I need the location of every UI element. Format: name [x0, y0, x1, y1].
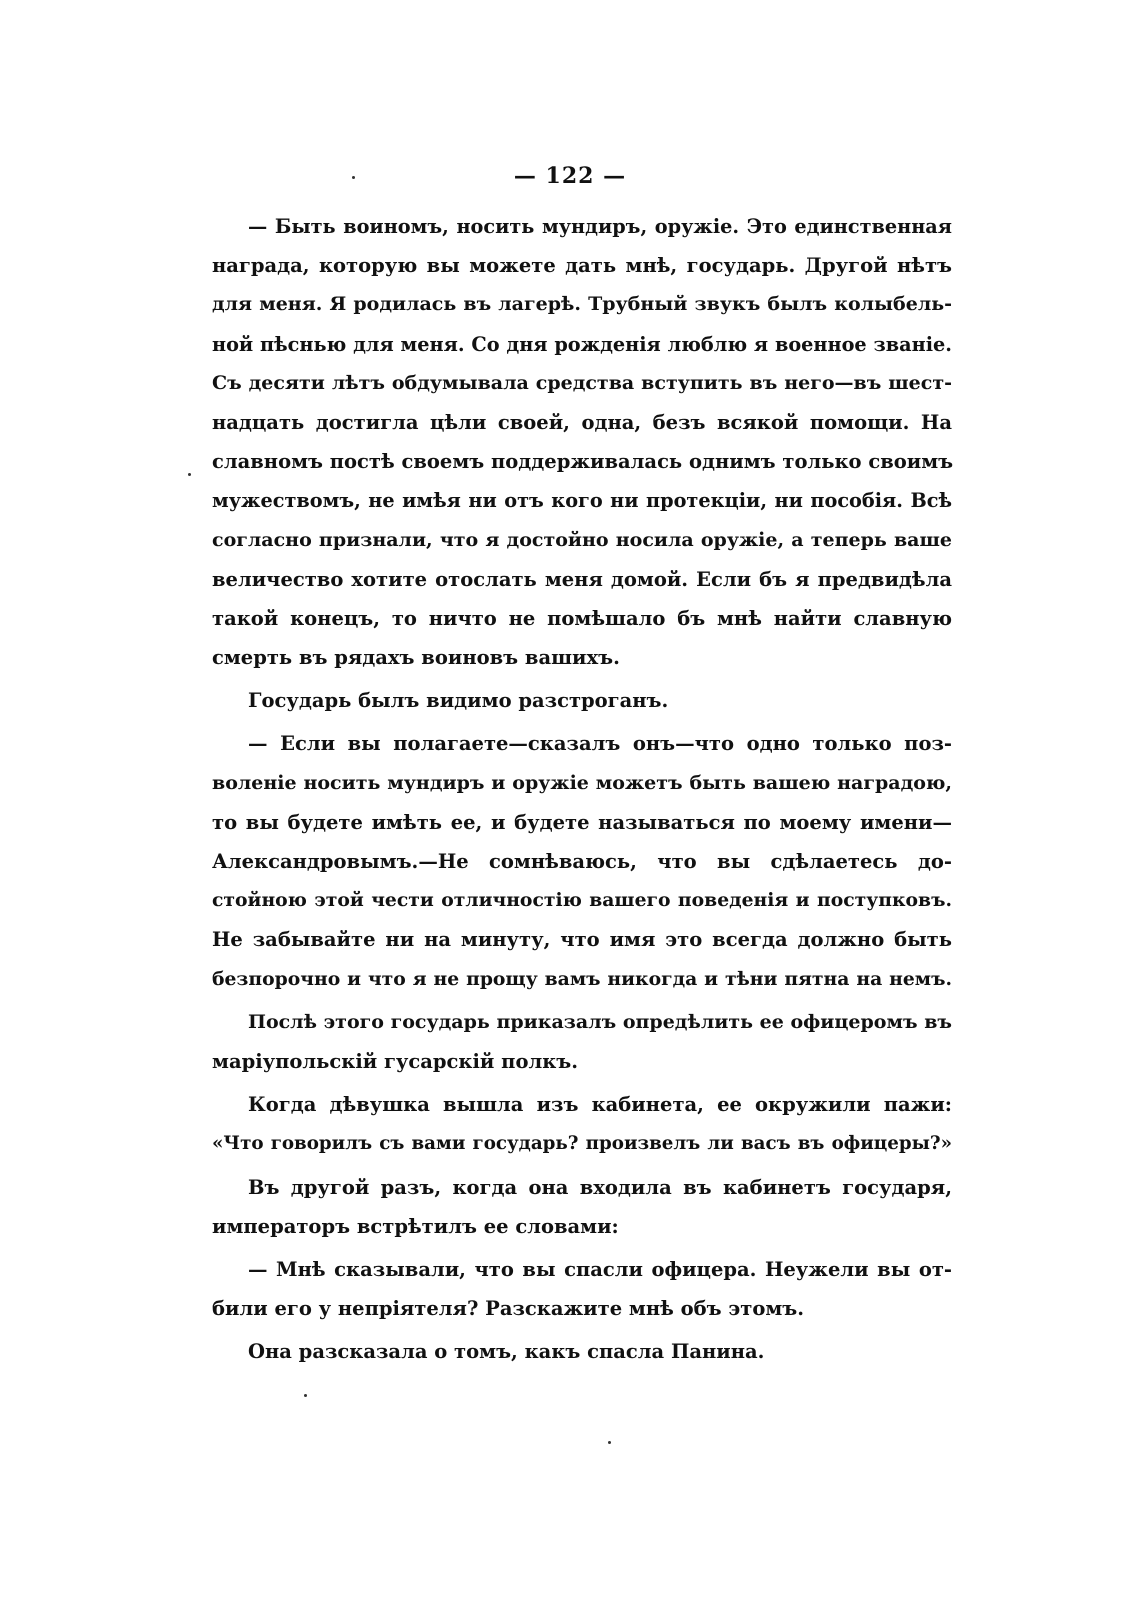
text-line: надцать достигла цѣли своей, одна, безъ всякой помощи. На [212, 410, 952, 434]
paragraph [212, 681, 952, 720]
text-line: «Что говорилъ съ вами государь? произвелъ ли васъ въ офицеры?» [212, 1133, 952, 1155]
text-line: славномъ постѣ своемъ поддерживалась однимъ только своимъ [212, 450, 954, 474]
text-line: — Если вы полагаете—сказалъ онъ—что одно только поз- [248, 732, 952, 756]
paragraph [212, 1168, 952, 1246]
text-line: императоръ встрѣтилъ ее словами: [212, 1214, 619, 1238]
scan-speck [188, 473, 191, 476]
text-line: величество хотите отослать меня домой. Если бъ я предвидѣла [212, 567, 952, 591]
paragraph [212, 207, 952, 677]
text-line: Когда дѣвушка вышла изъ кабинета, ее окружили пажи: [248, 1093, 952, 1117]
paragraph [212, 1085, 952, 1163]
text-line: — Мнѣ сказывали, что вы спасли офицера. Неужели вы от- [248, 1257, 952, 1281]
text-line: — Быть воиномъ, носить мундиръ, оружiе. Это единственная [248, 215, 952, 238]
text-line: Въ другой разъ, когда она входила въ кабинетъ государя, [248, 1175, 952, 1199]
paragraph [212, 1250, 952, 1328]
paragraph [212, 724, 952, 998]
page-number: — 122 — [513, 163, 627, 189]
text-line: Съ десяти лѣтъ обдумывала средства вступить въ него—въ шест- [212, 371, 952, 394]
text-line: безпорочно и что я не прощу вамъ никогда и тѣни пятна на немъ. [212, 967, 952, 990]
text-line: били его у непрiятеля? Разскажите мнѣ объ этомъ. [212, 1297, 805, 1321]
text-line: Она разсказала о томъ, какъ спасла Панина. [248, 1340, 765, 1364]
text-line: согласно признали, что я достойно носила оружiе, а теперь ваше [212, 528, 952, 551]
text-line: Не забывайте ни на минуту, что имя это всегда должно быть [212, 928, 952, 952]
text-line: Государь былъ видимо разстроганъ. [248, 689, 669, 713]
text-line: Послѣ этого государь приказалъ опредѣлить ее офицеромъ въ [248, 1010, 952, 1033]
scan-speck [352, 176, 355, 179]
text-line: ной пѣснью для меня. Со дня рожденiя люблю я военное званiе. [212, 332, 952, 356]
text-line: награда, которую вы можете дать мнѣ, государь. Другой нѣтъ [212, 254, 952, 278]
text-line: стойною этой чести отличностiю вашего поведенiя и поступковъ. [212, 889, 952, 912]
text-line: воленiе носить мундиръ и оружiе можетъ быть вашею наградою, [212, 771, 952, 794]
scan-speck [608, 1441, 611, 1444]
text-line: смерть въ рядахъ воиновъ вашихъ. [212, 646, 620, 670]
text-line: марiупольскiй гусарскiй полкъ. [212, 1049, 579, 1073]
paragraph [212, 1332, 952, 1371]
text-line: мужествомъ, не имѣя ни отъ кого ни протекцiи, ни пособiя. Всѣ [212, 489, 952, 513]
text-line: то вы будете имѣть ее, и будете называться по моему имени— [212, 810, 952, 834]
page-body-text [212, 207, 952, 1375]
paragraph [212, 1003, 952, 1081]
text-line: такой конецъ, то ничто не помѣшало бъ мнѣ найти славную [212, 606, 952, 630]
text-line: Александровымъ.—Не сомнѣваюсь, что вы сдѣлаетесь до- [212, 850, 952, 873]
scan-speck [304, 1394, 307, 1397]
text-line: для меня. Я родилась въ лагерѣ. Трубный звукъ былъ колыбель- [212, 293, 952, 316]
